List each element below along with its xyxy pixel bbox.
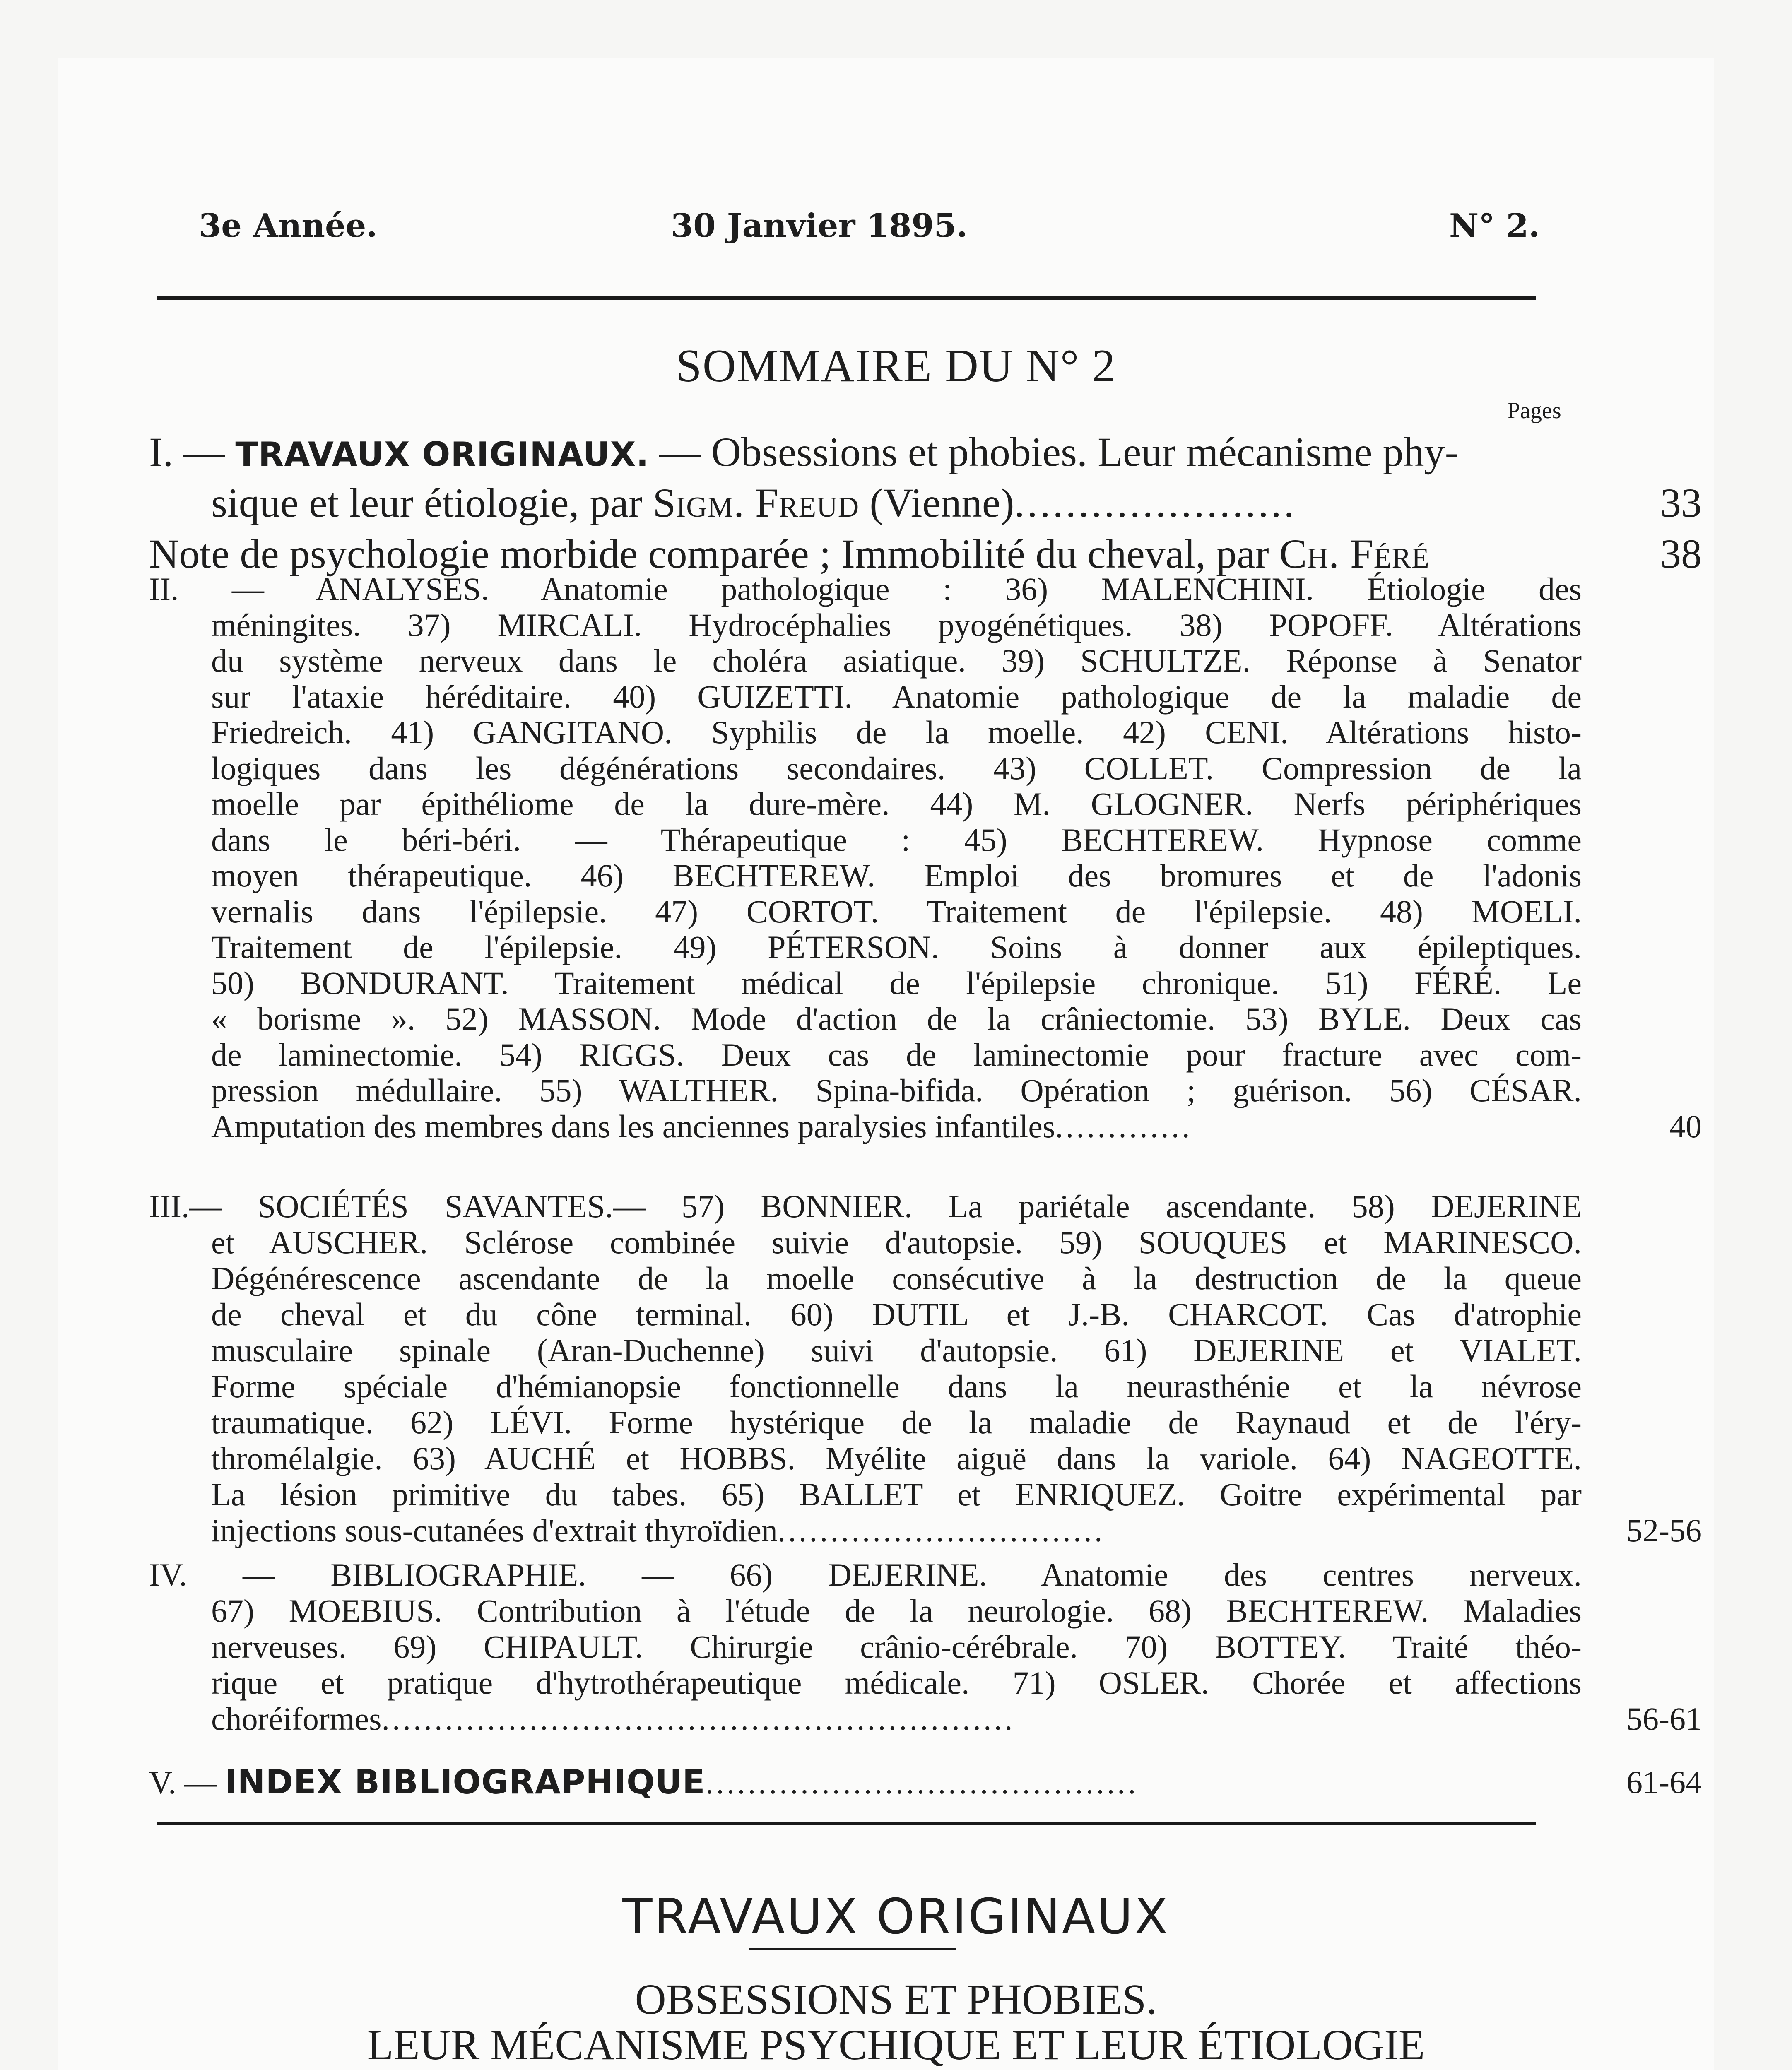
toc-line bbox=[149, 1108, 1702, 1145]
section-title: TRAVAUX ORIGINAUX bbox=[622, 1888, 1170, 1945]
pages-column-label: Pages bbox=[1507, 398, 1561, 424]
toc-text: II. — ANALYSES. Anatomie pathologique : 36) MALENCHINI. Étiologie des bbox=[149, 571, 1582, 607]
toc-text: du système nerveux dans le choléra asiatique. 39) SCHULTZE. Réponse à Senator bbox=[211, 643, 1582, 679]
toc-text: musculaire spinale (Aran-Duchenne) suivi d'autopsie. 61) DEJERINE et VIALET. bbox=[211, 1332, 1582, 1368]
toc-line bbox=[149, 1332, 1582, 1368]
toc-text: choréiformes bbox=[211, 1701, 382, 1737]
toc-text: logiques dans les dégénérations secondaires. 43) COLLET. Compression de la bbox=[211, 750, 1582, 786]
toc-line bbox=[149, 1037, 1582, 1073]
header-date: 30 Janvier 1895. bbox=[671, 207, 968, 245]
toc-line bbox=[149, 1296, 1582, 1332]
toc-numeral: V. — bbox=[149, 1764, 225, 1800]
toc-text: traumatique. 62) LÉVI. Forme hystérique de la maladie de Raynaud et de l'éry- bbox=[211, 1404, 1582, 1440]
toc-text: Forme spéciale d'hémianopsie fonctionnelle dans la neurasthénie et la névrose bbox=[211, 1368, 1582, 1404]
article-title-line-2: LEUR MÉCANISME PSYCHIQUE ET LEUR ÉTIOLOGIE bbox=[367, 2021, 1425, 2069]
toc-text: IV. — BIBLIOGRAPHIE. — 66) DEJERINE. Anatomie des centres nerveux. bbox=[149, 1557, 1582, 1593]
toc-line bbox=[149, 751, 1582, 787]
toc-text: injections sous-cutanées d'extrait thyroïdien bbox=[211, 1512, 778, 1548]
toc-text: pression médullaire. 55) WALTHER. Spina-bifida. Opération ; guérison. 56) CÉSAR. bbox=[211, 1073, 1582, 1108]
toc-leader: ............................... bbox=[777, 1512, 1105, 1548]
title-rule bbox=[749, 1948, 956, 1950]
toc-line bbox=[149, 1260, 1582, 1296]
toc-text: dans le béri-béri. — Thérapeutique : 45) BECHTEREW. Hypnose comme bbox=[211, 822, 1582, 858]
toc-page-number[interactable]: 33 bbox=[1660, 480, 1702, 526]
toc-text: — Obsessions et phobies. Leur mécanisme phy- bbox=[649, 429, 1459, 475]
toc-text: et AUSCHER. Sclérose combinée suivie d'autopsie. 59) SOUQUES et MARINESCO. bbox=[211, 1224, 1582, 1260]
toc-line bbox=[149, 1404, 1582, 1440]
toc-leader: ......................................... bbox=[705, 1764, 1139, 1800]
toc-line bbox=[149, 1073, 1582, 1109]
toc-line bbox=[149, 715, 1582, 751]
toc-text: Friedreich. 41) GANGITANO. Syphilis de la moelle. 42) CENI. Altérations histo- bbox=[211, 715, 1582, 750]
toc-author: Ch. Féré bbox=[1279, 531, 1430, 577]
toc-numeral: I. — bbox=[149, 429, 236, 475]
toc-text: Traitement de l'épilepsie. 49) PÉTERSON. Soins à donner aux épileptiques. bbox=[211, 929, 1582, 965]
toc-section-5 bbox=[149, 1763, 1702, 1801]
toc-section-3 bbox=[149, 1188, 1702, 1548]
toc-leader: ...................... bbox=[1014, 480, 1297, 526]
toc-line bbox=[149, 1512, 1702, 1548]
toc-line bbox=[149, 643, 1582, 679]
toc-text: 50) BONDURANT. Traitement médical de l'épilepsie chronique. 51) FÉRÉ. Le bbox=[211, 965, 1582, 1001]
toc-line bbox=[149, 929, 1582, 965]
toc-section-1 bbox=[149, 426, 1702, 579]
toc-line bbox=[149, 426, 1582, 477]
toc-page-number[interactable]: 52-56 bbox=[1626, 1512, 1702, 1548]
toc-line bbox=[149, 679, 1582, 715]
header-rule bbox=[157, 296, 1536, 300]
toc-line bbox=[149, 822, 1582, 858]
toc-line bbox=[149, 1763, 1702, 1801]
toc-text: (Vienne) bbox=[859, 480, 1014, 526]
toc-line bbox=[149, 1188, 1582, 1224]
toc-text: La lésion primitive du tabes. 65) BALLET et ENRIQUEZ. Goitre expérimental par bbox=[211, 1476, 1582, 1512]
toc-line bbox=[149, 1701, 1702, 1737]
toc-line bbox=[149, 1593, 1582, 1629]
toc-line bbox=[149, 571, 1582, 607]
toc-section-2 bbox=[149, 571, 1702, 1144]
toc-line bbox=[149, 1440, 1582, 1476]
toc-line bbox=[149, 786, 1582, 822]
toc-text: thromélalgie. 63) AUCHÉ et HOBBS. Myélite aiguë dans la variole. 64) NAGEOTTE. bbox=[211, 1440, 1582, 1476]
toc-line bbox=[149, 894, 1582, 930]
toc-text: « borisme ». 52) MASSON. Mode d'action de la crâniectomie. 53) BYLE. Deux cas bbox=[211, 1001, 1582, 1037]
toc-page-number[interactable]: 38 bbox=[1660, 531, 1702, 577]
toc-heading-travaux[interactable]: TRAVAUX ORIGINAUX. bbox=[235, 435, 649, 474]
toc-section-4 bbox=[149, 1557, 1702, 1737]
toc-line bbox=[149, 1557, 1582, 1593]
sommaire-end-rule bbox=[157, 1822, 1536, 1825]
toc-text: méningites. 37) MIRCALI. Hydrocéphalies pyogénétiques. 38) POPOFF. Altérations bbox=[211, 607, 1582, 643]
toc-text: de laminectomie. 54) RIGGS. Deux cas de laminectomie pour fracture avec com- bbox=[211, 1037, 1582, 1073]
toc-text: sique et leur étiologie, par bbox=[211, 480, 653, 526]
toc-text: de cheval et du cône terminal. 60) DUTIL et J.-B. CHARCOT. Cas d'atrophie bbox=[211, 1296, 1582, 1332]
toc-line bbox=[149, 858, 1582, 894]
toc-heading-index[interactable]: INDEX BIBLIOGRAPHIQUE bbox=[224, 1763, 706, 1801]
toc-line bbox=[149, 1629, 1582, 1665]
toc-line bbox=[149, 1001, 1582, 1037]
toc-page-number[interactable]: 61-64 bbox=[1626, 1764, 1702, 1800]
toc-line bbox=[149, 477, 1702, 528]
toc-text: vernalis dans l'épilepsie. 47) CORTOT. Traitement de l'épilepsie. 48) MOELI. bbox=[211, 893, 1582, 929]
toc-line bbox=[149, 965, 1582, 1001]
toc-leader: ............................................................ bbox=[381, 1701, 1015, 1737]
header-year: 3e Année. bbox=[199, 207, 378, 245]
toc-text: Note de psychologie morbide comparée ; Immobilité du cheval, par bbox=[149, 531, 1279, 577]
toc-line bbox=[149, 1476, 1582, 1512]
toc-leader: ............. bbox=[1055, 1108, 1192, 1144]
toc-author: Sigm. Freud bbox=[653, 480, 860, 526]
toc-text: moelle par épithéliome de la dure-mère. 44) M. GLOGNER. Nerfs périphériques bbox=[211, 786, 1582, 822]
toc-page-number[interactable]: 40 bbox=[1669, 1108, 1702, 1144]
toc-text: 67) MOEBIUS. Contribution à l'étude de la neurologie. 68) BECHTEREW. Maladies bbox=[211, 1593, 1582, 1629]
toc-line bbox=[149, 1224, 1582, 1260]
toc-text: sur l'ataxie héréditaire. 40) GUIZETTI. Anatomie pathologique de la maladie de bbox=[211, 679, 1582, 715]
toc-line bbox=[149, 1368, 1582, 1404]
toc-text: rique et pratique d'hytrothérapeutique médicale. 71) OSLER. Chorée et affections bbox=[211, 1665, 1582, 1701]
toc-text: Amputation des membres dans les anciennes paralysies infantiles bbox=[211, 1108, 1055, 1144]
header-issue-number: N° 2. bbox=[1449, 207, 1540, 245]
sommaire-title: SOMMAIRE DU N° 2 bbox=[676, 340, 1116, 392]
toc-text: nerveuses. 69) CHIPAULT. Chirurgie crânio-cérébrale. 70) BOTTEY. Traité théo- bbox=[211, 1629, 1582, 1665]
toc-line bbox=[149, 607, 1582, 643]
toc-text: Dégénérescence ascendante de la moelle consécutive à la destruction de la queue bbox=[211, 1260, 1582, 1296]
toc-line bbox=[149, 1665, 1582, 1701]
toc-text: moyen thérapeutique. 46) BECHTEREW. Emploi des bromures et de l'adonis bbox=[211, 858, 1582, 893]
article-title-line-1: OBSESSIONS ET PHOBIES. bbox=[635, 1976, 1157, 2023]
toc-text: III.— SOCIÉTÉS SAVANTES.— 57) BONNIER. La pariétale ascendante. 58) DEJERINE bbox=[149, 1188, 1582, 1224]
toc-page-number[interactable]: 56-61 bbox=[1626, 1701, 1702, 1737]
